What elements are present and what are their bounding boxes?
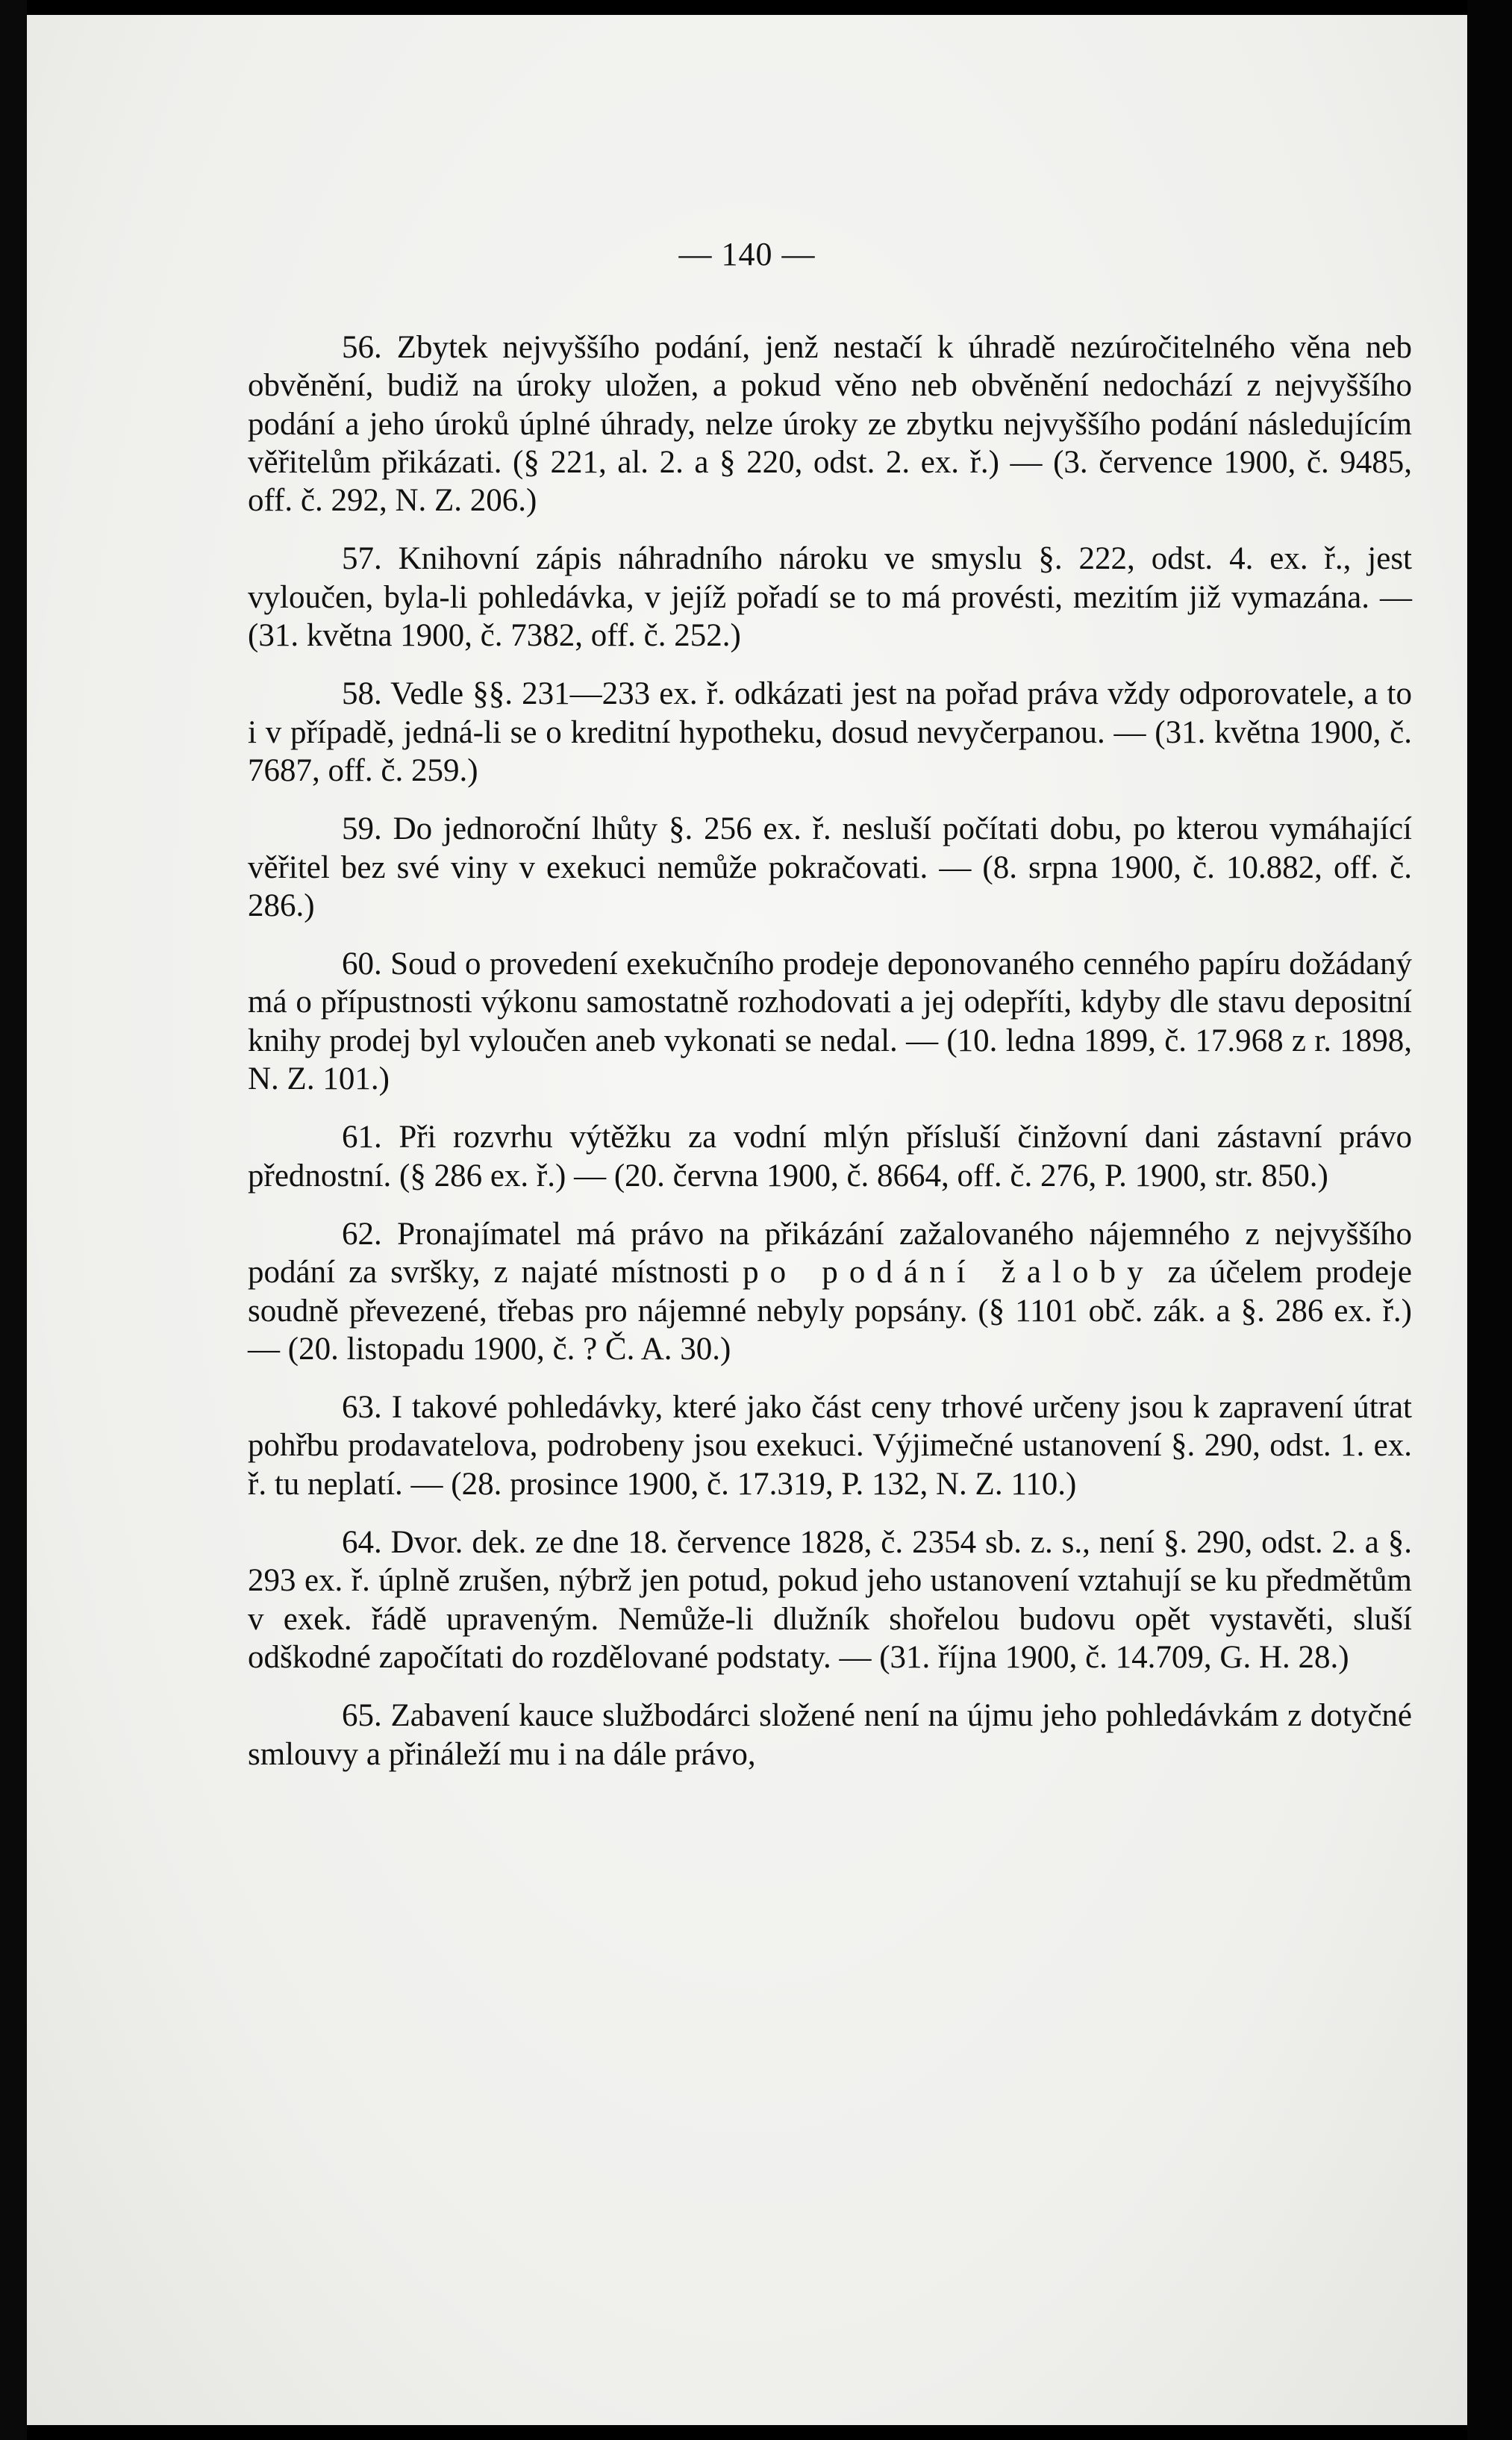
paragraph-56: 56. Zbytek nejvyššího podání, jenž nestačí k úhradě nezúročitelného věna neb obvěnění, budiž na úroky uložen, a pokud věno neb obvěnění nedochází z nejvyššího podání a jeho úroků úplné úhrady, nelze úroky ze zbytku nejvyššího podání následujícím věřitelům přikázati. (§ 221, al. 2. a § 220, odst. 2. ex. ř.) — (3. července 1900, č. 9485, off. č. 292, N. Z. 206.) xyxy=(248,330,1412,519)
page-number: — 140 — xyxy=(678,236,816,272)
paragraph-64: 64. Dvor. dek. ze dne 18. července 1828, č. 2354 sb. z. s., není §. 290, odst. 2. a §. 293 ex. ř. úplně zrušen, nýbrž jen potud, pokud jeho ustanovení vztahují se ku předmětům v exek. řádě upraveným. Nemůže-li dlužník shořelou budovu opět vystavěti, sluší odškodné započítati do rozdělované podstaty. — (31. října 1900, č. 14.709, G. H. 28.) xyxy=(248,1525,1412,1675)
paragraph-57: 57. Knihovní zápis náhradního nároku ve smyslu §. 222, odst. 4. ex. ř., jest vyloučen, byla-li pohledávka, v jejíž pořadí se to má provésti, mezitím již vymazána. — (31. května 1900, č. 7382, off. č. 252.) xyxy=(248,541,1412,654)
paragraph-60: 60. Soud o provedení exekučního prodeje deponovaného cenného papíru dožádaný má o přípustnosti výkonu samostatně rozhodovati a jej odepříti, kdyby dle stavu depositní knihy prodej byl vyloučen aneb vykonati se nedal. — (10. ledna 1899, č. 17.968 z r. 1898, N. Z. 101.) xyxy=(248,946,1412,1097)
paragraph-61: 61. Při rozvrhu výtěžku za vodní mlýn přísluší činžovní dani zástavní právo přednostní. (§ 286 ex. ř.) — (20. června 1900, č. 8664, off. č. 276, P. 1900, str. 850.) xyxy=(248,1120,1412,1194)
document-page xyxy=(27,15,1467,2425)
paragraph-62 xyxy=(248,1215,1412,1368)
paragraph-59: 59. Do jednoroční lhůty §. 256 ex. ř. nesluší počítati dobu, po kterou vymáhající věřitel bez své viny v exekuci nemůže pokračovati. — (8. srpna 1900, č. 10.882, off. č. 286.) xyxy=(248,811,1412,923)
paragraph-62-start: 62. Pronajímatel má právo na přikázání zažalovaného nájemného z nejvyššího podání za svršky, z najaté místnosti xyxy=(248,1216,1412,1291)
scan-border-right xyxy=(1467,0,1512,2440)
paragraph-58: 58. Vedle §§. 231—233 ex. ř. odkázati jest na pořad práva vždy odporovatele, a to i v případě, jedná-li se o kreditní hypotheku, dosud nevyčerpanou. — (31. května 1900, č. 7687, off. č. 259.) xyxy=(248,676,1412,788)
body-text xyxy=(248,328,1412,1794)
paragraph-62-spaced-emphasis: po podání žaloby xyxy=(743,1255,1155,1291)
paragraph-62-end: za účelem prodeje soudně převezené, třebas pro nájemné nebyly popsány. (§ 1101 obč. zák. a §. 286 ex. ř.) — (20. listopadu 1900, č. ? Č. A. 30.) xyxy=(248,1255,1413,1367)
paragraph-63: 63. I takové pohledávky, které jako část ceny trhové určeny jsou k zapravení útrat pohřbu prodavatelova, podrobeny jsou exekuci. Výjimečné ustanovení §. 290, odst. 1. ex. ř. tu neplatí. — (28. prosince 1900, č. 17.319, P. 132, N. Z. 110.) xyxy=(248,1390,1412,1502)
paragraph-65: 65. Zabavení kauce službodárci složené není na újmu jeho pohledávkám z dotyčné smlouvy a přináleží mu i na dále právo, xyxy=(248,1698,1412,1772)
scan-border-left xyxy=(0,0,27,2440)
